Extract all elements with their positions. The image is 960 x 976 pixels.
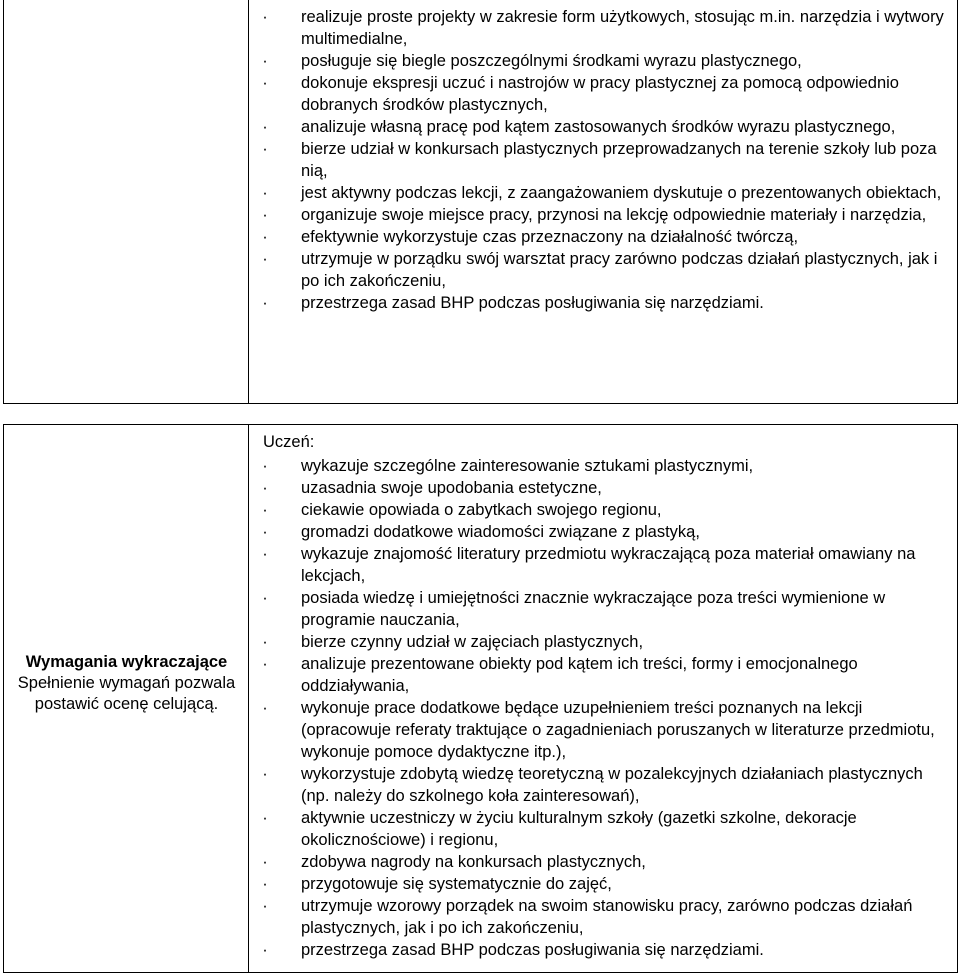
list-item-text: gromadzi dodatkowe wiadomości związane z plastyką,: [301, 523, 700, 541]
list-item: [249, 939, 951, 961]
list-item: [249, 873, 951, 895]
bullet-icon: ·: [262, 479, 268, 497]
bullet-icon: ·: [262, 140, 268, 158]
list-item: [249, 895, 951, 939]
list-item-text: analizuje prezentowane obiekty pod kątem ich treści, formy i emocjonalnego oddziaływania,: [301, 655, 858, 695]
list-item-text: posiada wiedzę i umiejętności znacznie wykraczające poza treści wymienione w programie nauczania,: [301, 589, 886, 629]
category-cell: [4, 425, 249, 972]
category-description: Spełnienie wymagań pozwala postawić ocenę celującą.: [17, 674, 236, 713]
list-item: [249, 50, 951, 72]
list-item-text: wykazuje znajomość literatury przedmiotu wykraczającą poza materiał omawiany na lekcjach,: [301, 545, 916, 585]
requirements-cell: [249, 0, 957, 403]
list-item: [249, 851, 951, 873]
list-item: [249, 807, 951, 851]
list-item: [249, 138, 951, 182]
bullet-icon: ·: [262, 184, 268, 202]
intro-label: Uczeń:: [263, 433, 315, 451]
bullet-icon: ·: [262, 294, 268, 312]
bullet-icon: ·: [262, 457, 268, 475]
bullet-icon: ·: [262, 589, 268, 607]
bullet-icon: ·: [262, 250, 268, 268]
requirements-cell: [249, 425, 957, 972]
bullet-icon: ·: [262, 501, 268, 519]
requirements-table-exceeding: [3, 424, 958, 973]
list-item: [249, 653, 951, 697]
list-item-text: wykazuje szczególne zainteresowanie sztukami plastycznymi,: [301, 457, 754, 475]
list-item-text: zdobywa nagrody na konkursach plastycznych,: [301, 853, 646, 871]
list-item: [249, 455, 951, 477]
list-item: [249, 697, 951, 763]
bullet-icon: ·: [262, 853, 268, 871]
bullet-icon: ·: [262, 875, 268, 893]
list-item: [249, 248, 951, 292]
bullet-icon: ·: [262, 809, 268, 827]
list-item-text: jest aktywny podczas lekcji, z zaangażowaniem dyskutuje o prezentowanych obiektach,: [301, 184, 942, 202]
bullet-icon: ·: [262, 699, 268, 717]
bullet-icon: ·: [262, 228, 268, 246]
bullet-icon: ·: [262, 897, 268, 915]
bullet-icon: ·: [262, 765, 268, 783]
list-item-text: organizuje swoje miejsce pracy, przynosi na lekcję odpowiednie materiały i narzędzia,: [301, 206, 927, 224]
list-item-text: realizuje proste projekty w zakresie form użytkowych, stosując m.in. narzędzia i wytwory multimedialne,: [301, 8, 944, 48]
list-item: [249, 543, 951, 587]
bullet-icon: ·: [262, 633, 268, 651]
list-item-text: efektywnie wykorzystuje czas przeznaczony na działalność twórczą,: [301, 228, 799, 246]
list-item: [249, 631, 951, 653]
list-item: [249, 292, 951, 314]
list-item-text: wykorzystuje zdobytą wiedzę teoretyczną w pozalekcyjnych działaniach plastycznych (np. należy do szkolnego koła zainteresowań),: [301, 765, 923, 805]
list-item-text: analizuje własną pracę pod kątem zastosowanych środków wyrazu plastycznego,: [301, 118, 896, 136]
list-item-text: ciekawie opowiada o zabytkach swojego regionu,: [301, 501, 662, 519]
list-item-text: dokonuje ekspresji uczuć i nastrojów w pracy plastycznej za pomocą odpowiednio dobranych środków plastycznych,: [301, 74, 899, 114]
list-item-text: utrzymuje w porządku swój warsztat pracy zarówno podczas działań plastycznych, jak i po ich zakończeniu,: [301, 250, 938, 290]
list-item: [249, 521, 951, 543]
list-item: [249, 587, 951, 631]
list-item-text: wykonuje prace dodatkowe będące uzupełnieniem treści poznanych na lekcji (opracowuje referaty traktujące o zagadnieniach poruszanych w literaturze przedmiotu, wykonuje pomoce dydaktyczne itp.),: [301, 699, 935, 761]
category-title: Wymagania wykraczające: [25, 653, 228, 671]
bullet-icon: ·: [262, 545, 268, 563]
bullet-icon: ·: [262, 8, 268, 26]
list-item-text: aktywnie uczestniczy w życiu kulturalnym szkoły (gazetki szkolne, dekoracje okolicznościowe) i regionu,: [301, 809, 857, 849]
category-block: [4, 652, 249, 715]
bullet-icon: ·: [262, 941, 268, 959]
bullet-icon: ·: [262, 206, 268, 224]
list-item: [249, 116, 951, 138]
requirements-table-continued: [3, 0, 958, 404]
list-item-text: bierze czynny udział w zajęciach plastycznych,: [301, 633, 644, 651]
bullet-icon: ·: [262, 655, 268, 673]
bullet-icon: ·: [262, 74, 268, 92]
requirements-list: [249, 455, 951, 961]
bullet-icon: ·: [262, 118, 268, 136]
bullet-icon: ·: [262, 52, 268, 70]
list-item: [249, 477, 951, 499]
list-item: [249, 226, 951, 248]
list-item: [249, 763, 951, 807]
list-item-text: przygotowuje się systematycznie do zajęć,: [301, 875, 612, 893]
list-item-text: bierze udział w konkursach plastycznych przeprowadzanych na terenie szkoły lub poza nią,: [301, 140, 937, 180]
list-item-text: uzasadnia swoje upodobania estetyczne,: [301, 479, 602, 497]
list-item-text: posługuje się biegle poszczególnymi środkami wyrazu plastycznego,: [301, 52, 802, 70]
requirements-list: [249, 6, 951, 314]
category-cell-empty: [4, 0, 249, 403]
list-item: [249, 72, 951, 116]
list-item: [249, 499, 951, 521]
list-item-text: przestrzega zasad BHP podczas posługiwania się narzędziami.: [301, 941, 764, 959]
list-item: [249, 204, 951, 226]
list-item-text: utrzymuje wzorowy porządek na swoim stanowisku pracy, zarówno podczas działań plastycznych, jak i po ich zakończeniu,: [301, 897, 913, 937]
list-item-text: przestrzega zasad BHP podczas posługiwania się narzędziami.: [301, 294, 764, 312]
list-item: [249, 6, 951, 50]
bullet-icon: ·: [262, 523, 268, 541]
list-item: [249, 182, 951, 204]
